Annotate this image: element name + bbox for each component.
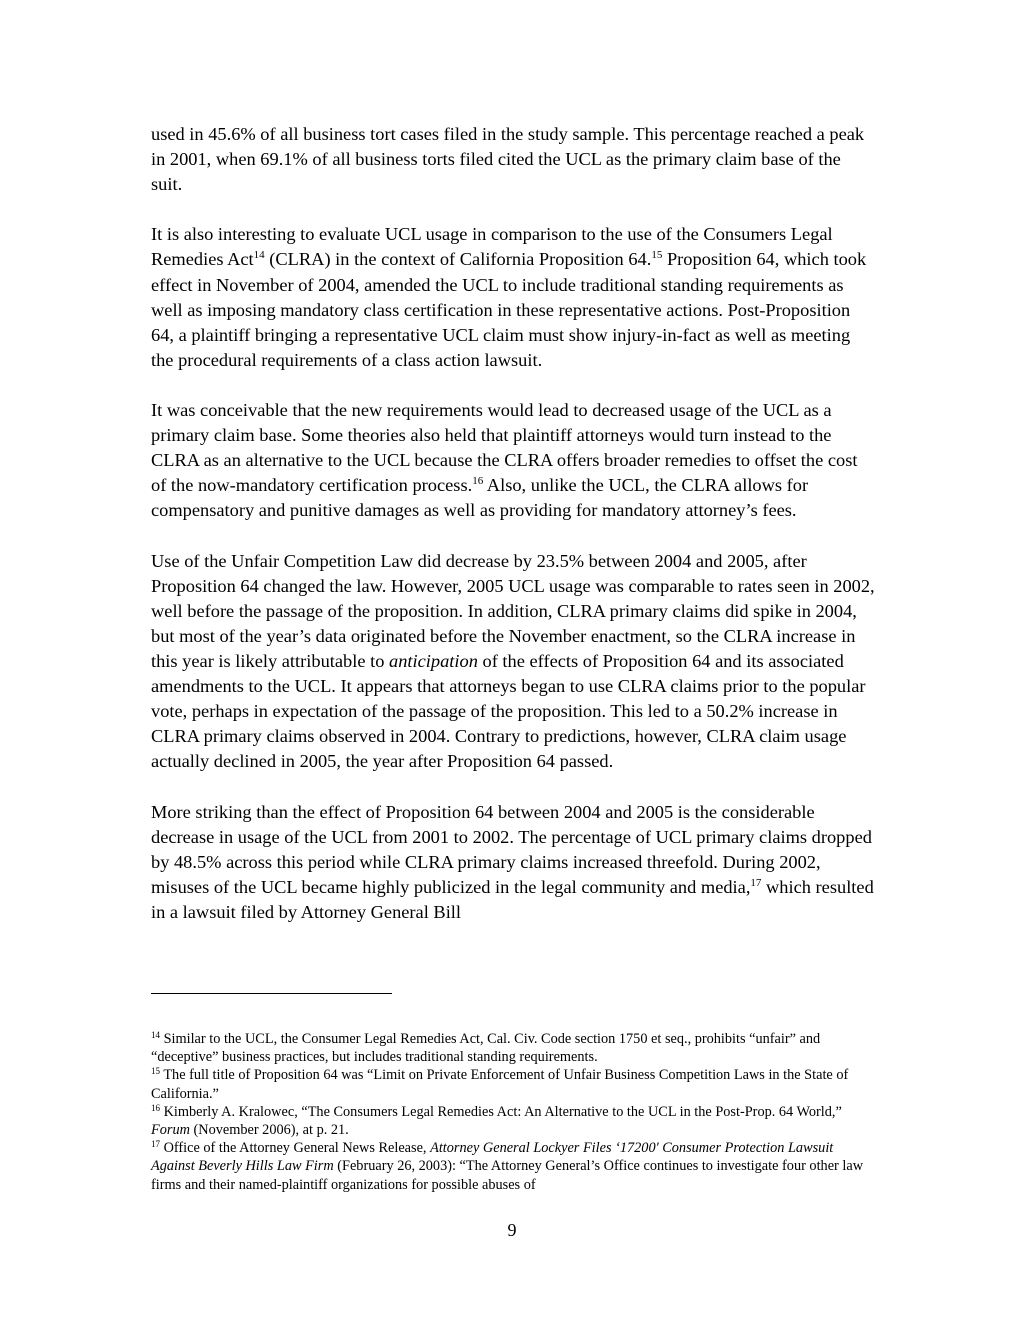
paragraph-2: It is also interesting to evaluate UCL usage in comparison to the use of the Consumers Legal Remedies Act$^{14}$ (CLRA) in the context of California Proposition 64.15 Proposition 64, which took effect in November of 2004, amended the UCL to include traditional standing requirements as well as imposing mandatory class certification in these representative actions. Post-Proposition 64, a plaintiff bringing a representative UCL claim must show injury-in-fact as well as meeting the procedural requirements of a class action lawsuit. [151, 224, 867, 370]
emphasis-anticipation: anticipation [389, 650, 478, 671]
footnote-16: $^{16}$ Kimberly A. Kralowec, “The Consumers Legal Remedies Act: An Alternative to the UCL in the Post-Prop. 64 World,” Forum (November 2006), at p. 21. [151, 1102, 842, 1139]
footnote-14: $^{14}$ Similar to the UCL, the Consumer Legal Remedies Act, Cal. Civ. Code section 1750 et seq., prohibits “unfair” and “deceptive” business practices, but includes traditional standing requirements. [151, 1030, 821, 1066]
paragraph-4: Use of the Unfair Competition Law did decrease by 23.5% between 2004 and 2005, after Proposition 64 changed the law. However, 2005 UCL usage was comparable to rates seen in 2002, well before the passage of the proposition. In addition, CLRA primary claims did spike in 2004, but most of the year’s data originated before the November enactment, so the CLRA increase in this year is likely attributable to anticipation of the effects of Proposition 64 and its associated amendments to the UCL. It appears that attorneys began to use CLRA claims prior to the popular vote, perhaps in expectation of the passage of the proposition. This led to a 50.2% increase in CLRA primary claims observed in 2004. Contrary to predictions, however, CLRA claim usage actually declined in 2005, the year after Proposition 64 passed. [151, 550, 875, 772]
paragraph-1: used in 45.6% of all business tort cases filed in the study sample. This percentage reached a peak in 2001, when 69.1% of all business torts filed cited the UCL as the primary claim base of the suit. [151, 124, 865, 195]
page-number: 9 [507, 1220, 517, 1240]
footnote-17: $^{17}$ Office of the Attorney General News Release, Attorney General Lockyer Files ‘17200' Consumer Protection Lawsuit Against Beverly Hills Law Firm (February 26, 2003): “The Attorney General’s Office continues to investigate four other law firms and their named-plaintiff organizations for possible abuses of [151, 1139, 864, 1193]
paragraph-5: More striking than the effect of Proposition 64 between 2004 and 2005 is the considerable decrease in usage of the UCL from 2001 to 2002. The percentage of UCL primary claims dropped by 48.5% across this period while CLRA primary claims increased threefold. During 2002, misuses of the UCL became highly publicized in the legal community and media,$^{17}$ which resulted in a lawsuit filed by Attorney General Bill [151, 801, 874, 922]
footnotes [151, 1030, 875, 1194]
body-text [151, 122, 875, 950]
footnote-ref-14[interactable]: 14 [253, 249, 265, 262]
footnote-ref-17[interactable]: 17 [750, 876, 762, 889]
footnote-ref-16[interactable]: 16 [472, 475, 484, 488]
footnote-15: $^{15}$ The full title of Proposition 64 was “Limit on Private Enforcement of Unfair Business Competition Laws in the State of California.” [151, 1066, 849, 1102]
paragraph-3: It was conceivable that the new requirements would lead to decreased usage of the UCL as a primary claim base. Some theories also held that plaintiff attorneys would turn instead to the CLRA as an alternative to the UCL because the CLRA offers broader remedies to offset the cost of the now-mandatory certification process.$^{16}$ Also, unlike the UCL, the CLRA allows for compensatory and punitive damages as well as providing for mandatory attorney’s fees. [151, 400, 858, 521]
footnote-divider [151, 993, 392, 994]
footnote-ref-15[interactable]: 15 [651, 249, 663, 262]
